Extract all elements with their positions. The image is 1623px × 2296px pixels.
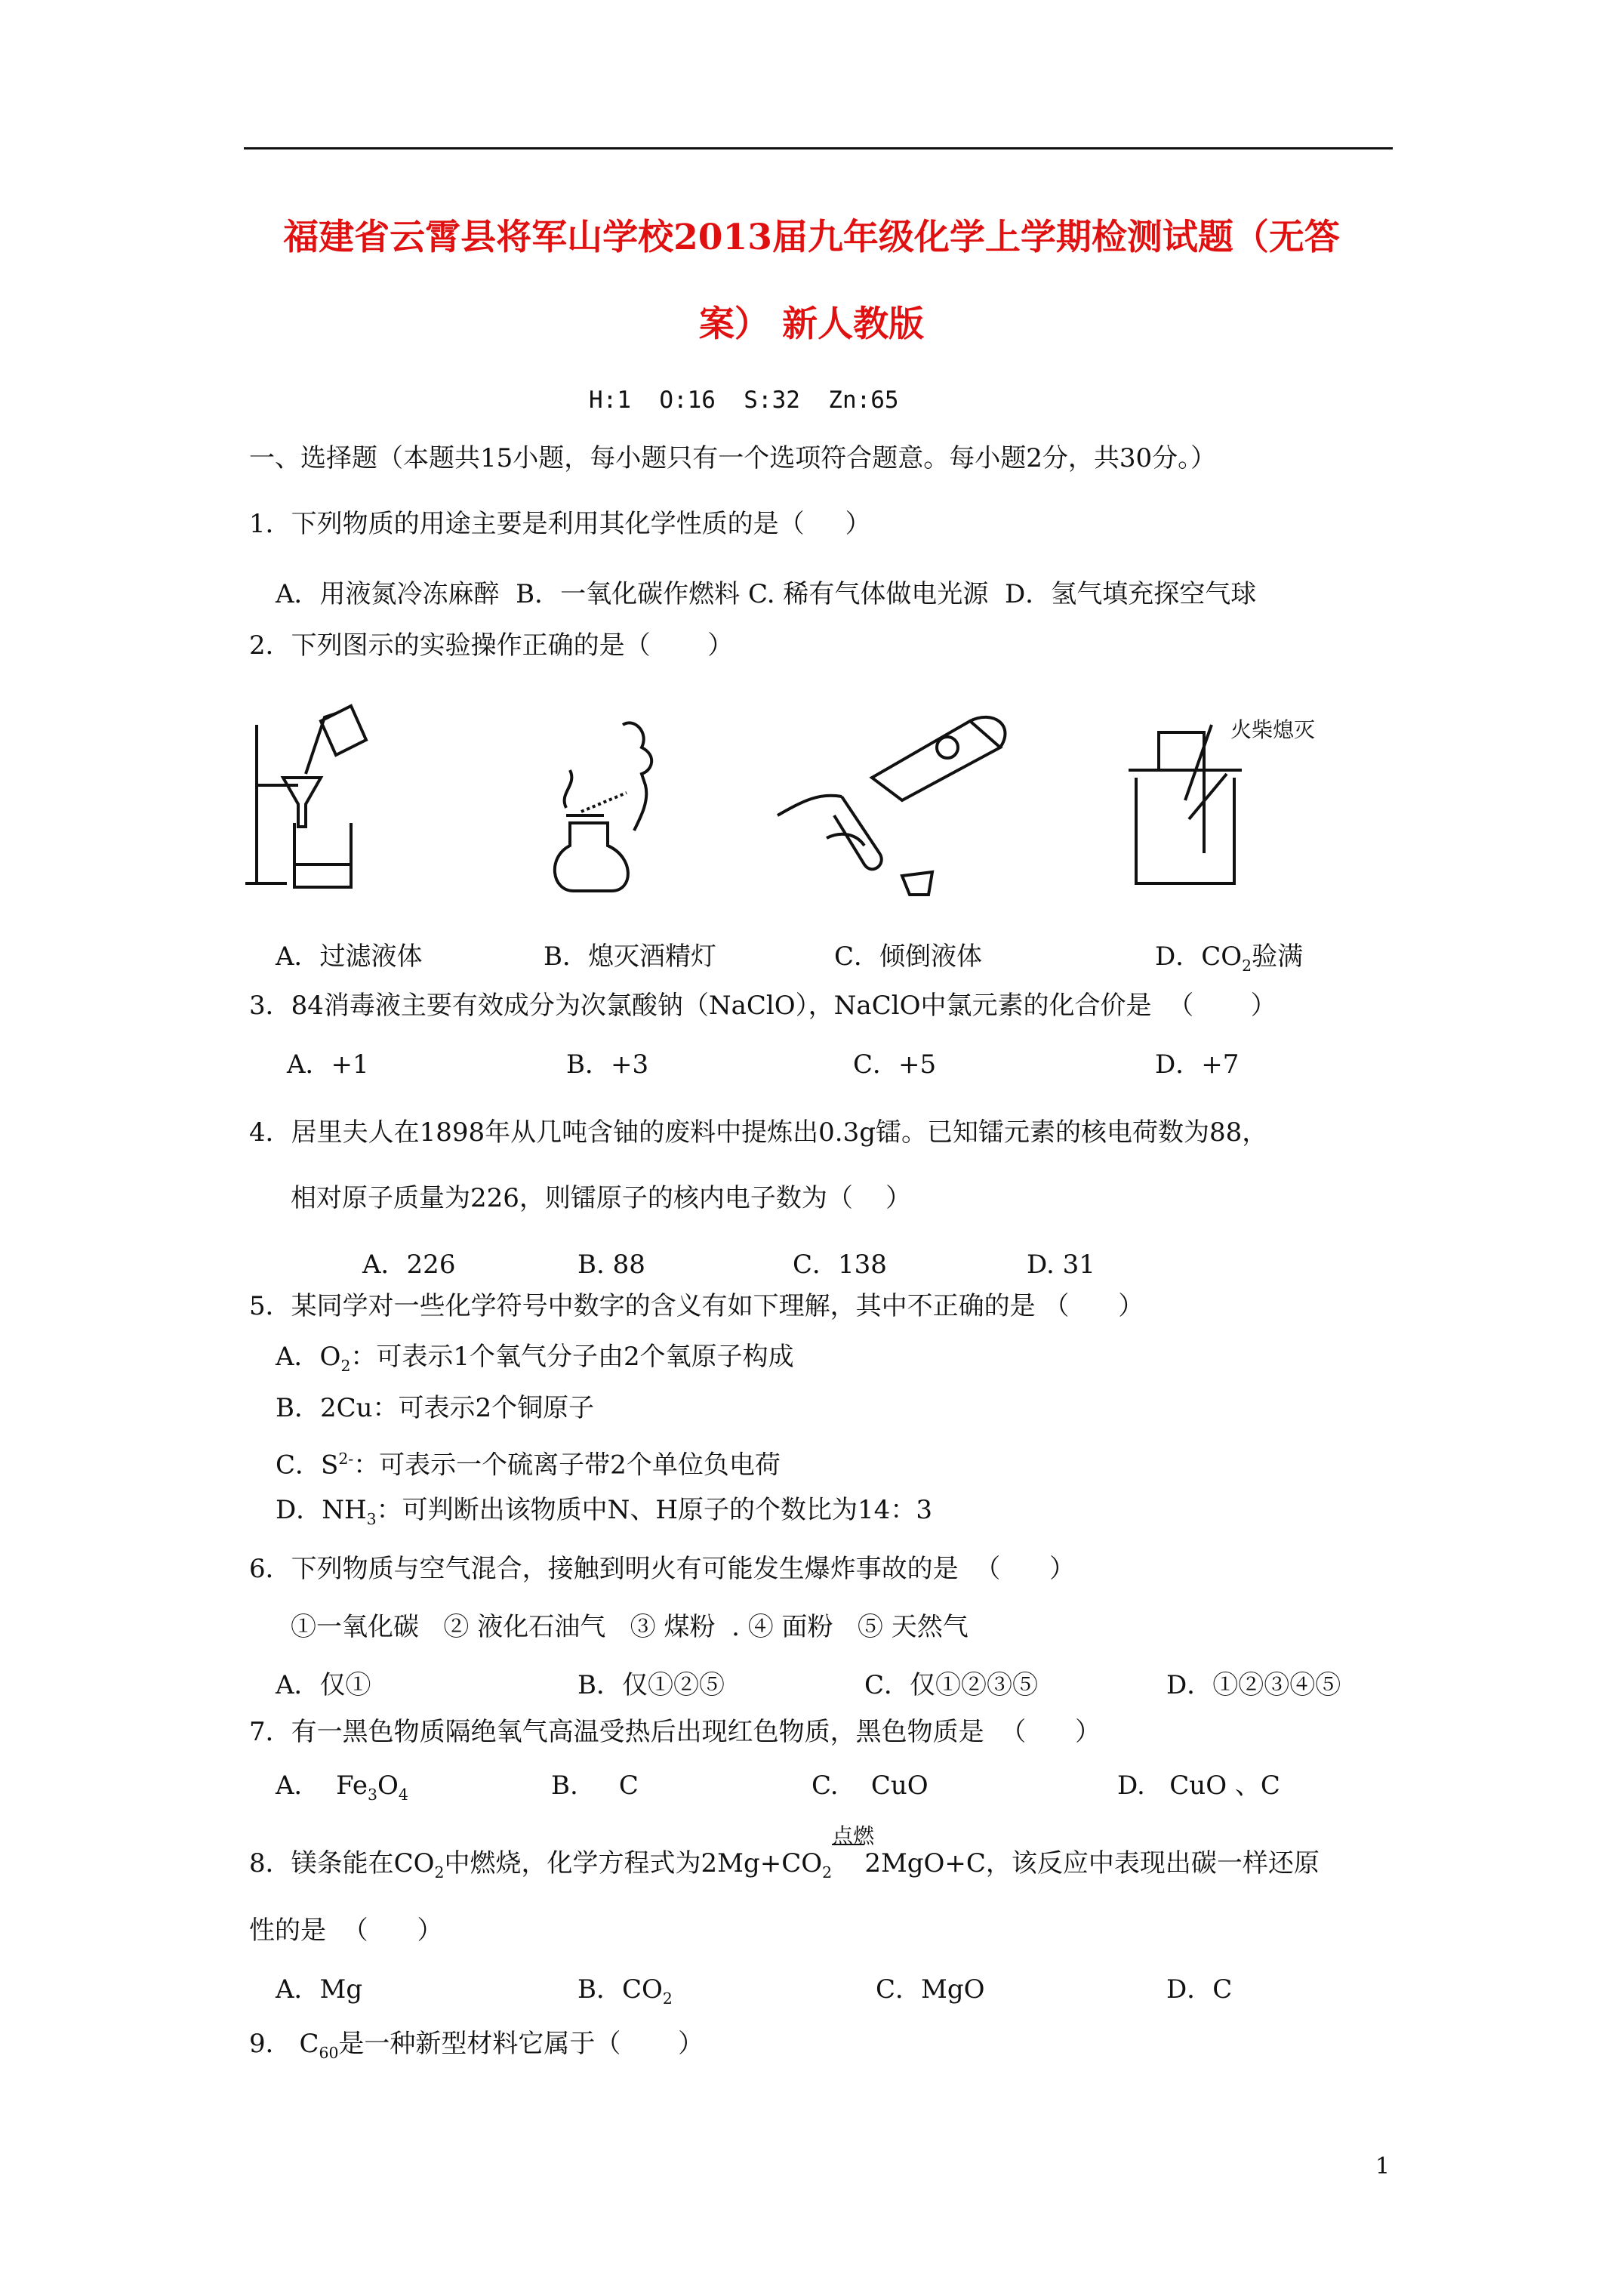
question-4-option-d: D. 31: [1027, 1250, 1095, 1280]
pouring-liquid-icon: [774, 702, 1023, 898]
question-9-stem: 9． $C_{60}$是一种新型材料它属于（ ）: [249, 2029, 704, 2062]
question-8-stem-line2: 性的是 （ ）: [249, 1915, 443, 1946]
filtration-icon: [242, 702, 385, 898]
filtration-figure: [242, 702, 385, 898]
question-7-option-c: C. CuO: [812, 1771, 929, 1801]
question-5-option-b: B．2Cu：可表示2个铜原子: [276, 1393, 595, 1423]
question-3-option-d: D．+7: [1155, 1049, 1240, 1080]
question-4-option-b: B. 88: [577, 1250, 645, 1280]
page-number: 1: [1375, 2153, 1390, 2180]
section-heading: 一、选择题（本题共15小题，每小题只有一个选项符合题意。每小题2分，共30分。）: [249, 443, 1217, 473]
pouring-liquid-figure: [774, 702, 1023, 898]
question-7-option-b: B. C: [551, 1771, 639, 1801]
document-title-line1: 福建省云霄县将军山学校2013届九年级化学上学期检测试题（无答: [283, 217, 1340, 258]
question-8-option-b: B．$CO_2$: [577, 1974, 673, 2008]
question-6-option-b: B．仅①②⑤: [577, 1670, 725, 1700]
question-1-stem: 1．下列物质的用途主要是利用其化学性质的是（ ）: [249, 509, 871, 539]
question-3-option-a: A．+1: [287, 1049, 369, 1080]
question-6-option-a: A．仅①: [276, 1670, 371, 1700]
question-5-option-c: C．$S^{2-}$：可表示一个硫离子带2个单位负电荷: [276, 1450, 781, 1481]
question-2-option-b: B．熄灭酒精灯: [544, 942, 716, 972]
question-2-stem: 2．下列图示的实验操作正确的是（ ）: [249, 630, 734, 661]
question-1-options: A．用液氮冷冻麻醉 B．一氧化碳作燃料 C. 稀有气体做电光源 D．氢气填充探空气球: [276, 579, 1257, 609]
figure-match-label: 火柴熄灭: [1230, 717, 1316, 742]
question-4-option-a: A．226: [362, 1250, 456, 1280]
document-title-line2: 案） 新人教版: [698, 304, 925, 345]
question-2-option-c: C．倾倒液体: [834, 942, 983, 972]
co2-test-figure: [1121, 702, 1317, 898]
question-6-option-d: D．①②③④⑤: [1166, 1670, 1341, 1700]
atomic-masses: H:1 O:16 S:32 Zn:65: [589, 387, 899, 414]
question-7-option-a: A． $Fe_3O_4$: [276, 1771, 408, 1804]
question-6-option-c: C．仅①②③⑤: [864, 1670, 1039, 1700]
question-6-stem: 6．下列物质与空气混合，接触到明火有可能发生爆炸事故的是 （ ）: [249, 1554, 1076, 1584]
question-5-option-d: D．$NH_3$：可判断出该物质中N、H原子的个数比为14：3: [276, 1495, 932, 1528]
question-7-stem: 7．有一黑色物质隔绝氧气高温受热后出现红色物质，黑色物质是 （ ）: [249, 1717, 1101, 1747]
question-8-option-c: C．MgO: [876, 1974, 985, 2005]
question-4-stem-line2: 相对原子质量为226，则镭原子的核内电子数为（ ）: [291, 1183, 912, 1213]
question-3-stem: 3．84消毒液主要有效成分为次氯酸钠（NaClO），NaClO中氯元素的化合价是 （ ）: [249, 991, 1277, 1021]
header-rule: [244, 147, 1393, 149]
question-8-option-a: A．Mg: [276, 1974, 363, 2005]
question-2-option-d: D．$CO_2$验满: [1155, 942, 1304, 975]
question-3-option-c: C．+5: [853, 1049, 937, 1080]
question-6-items: ①一氧化碳 ② 液化石油气 ③ 煤粉 . ④ 面粉 ⑤ 天然气: [291, 1612, 969, 1642]
alcohol-lamp-icon: [521, 702, 687, 898]
question-8-stem-line1: 8．镁条能在$CO_2$中燃烧，化学方程式为$2Mg+CO_2$ 点燃 2MgO+C，该反应中表现出碳一样还原: [249, 1823, 1320, 1881]
question-4-stem-line1: 4．居里夫人在1898年从几吨含铀的废料中提炼出0.3g镭。已知镭元素的核电荷数为88，: [249, 1117, 1268, 1148]
question-5-option-a: A．$O_2$：可表示1个氧气分子由2个氧原子构成: [276, 1342, 794, 1375]
question-7-option-d: D. CuO 、C: [1117, 1771, 1280, 1801]
question-2-option-a: A．过滤液体: [276, 942, 423, 972]
question-5-stem: 5．某同学对一些化学符号中数字的含义有如下理解，其中不正确的是 （ ）: [249, 1291, 1144, 1321]
question-4-option-c: C．138: [793, 1250, 887, 1280]
reaction-condition: 点燃: [832, 1823, 875, 1848]
question-3-option-b: B．+3: [566, 1049, 649, 1080]
question-8-option-d: D．C: [1166, 1974, 1233, 2005]
alcohol-lamp-figure: [521, 702, 687, 898]
